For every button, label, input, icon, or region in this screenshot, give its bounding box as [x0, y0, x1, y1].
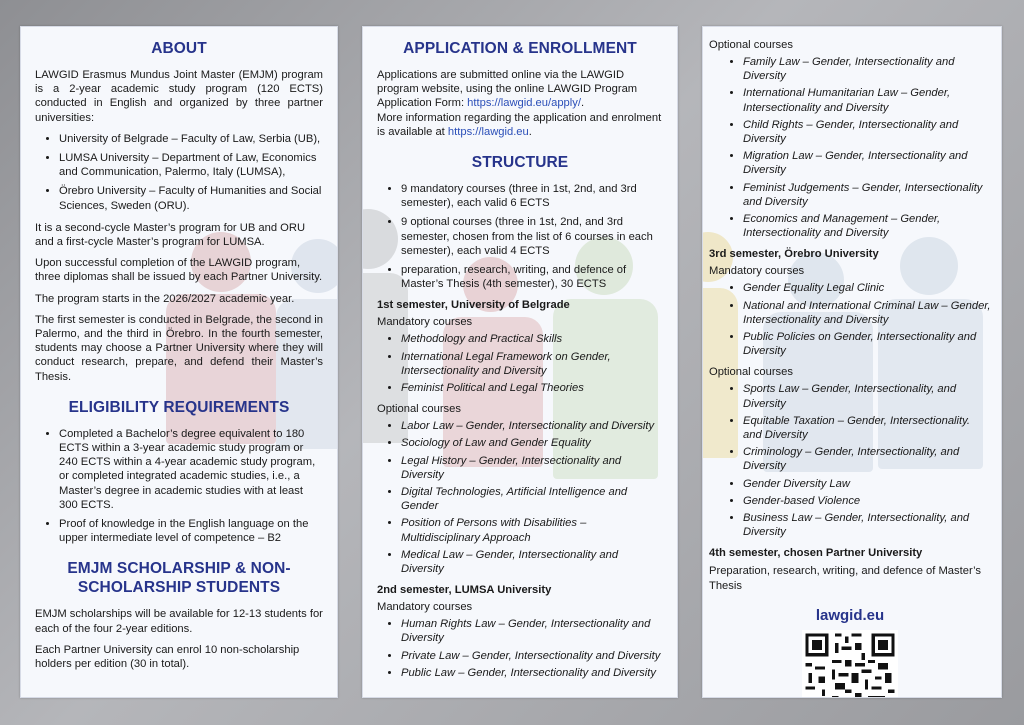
application-paragraph [377, 111, 663, 139]
course-item: • Migration Law – Gender, Intersectionality and Diversity [743, 149, 991, 177]
panel-application-structure [362, 26, 678, 698]
about-intro: LAWGID Erasmus Mundus Joint Master (EMJM) program is a 2-year academic study program (120 ECTS) conducted in English and organized by three partner universities: [35, 69, 323, 124]
mandatory-label: Mandatory courses [377, 601, 473, 614]
eligibility-list [35, 427, 323, 546]
course-item: • National and International Criminal Law – Gender, Intersectionality and Diversity [743, 299, 991, 327]
partner-list [35, 132, 323, 213]
eligibility-title: ELIGIBILITY REQUIREMENTS [68, 398, 290, 416]
panel-about [20, 26, 338, 698]
about-title: ABOUT [151, 40, 207, 57]
course-list [377, 617, 663, 680]
course-item: • Family Law – Gender, Intersectionality and Diversity [743, 55, 991, 83]
about-paragraph: It is a second-cycle Master’s program for UB and ORU and a first-cycle Master’s program for LUMSA. [35, 221, 306, 249]
course-item: • Methodology and Practical Skills [401, 332, 663, 346]
partner-item: • LUMSA University – Department of Law, Economics and Communication, Palermo, Italy (LUMSA), [59, 151, 323, 179]
structure-list [377, 182, 663, 291]
application-text: More information regarding the application and enrolment is available at [377, 111, 662, 138]
semester-heading: 4th semester, chosen Partner University [709, 547, 923, 560]
course-item: • Position of Persons with Disabilities – Multidisciplinary Approach [401, 516, 663, 544]
course-list [709, 55, 991, 240]
course-item: • Labor Law – Gender, Intersectionality and Diversity [401, 419, 663, 433]
about-paragraph: Upon successful completion of the LAWGID program, three diplomas shall be issued by each Partner University. [35, 257, 323, 284]
structure-item: • 9 mandatory courses (three in 1st, 2nd, and 3rd semester), each valid 6 ECTS [401, 182, 663, 210]
optional-label: Optional courses [709, 39, 793, 51]
partner-item: • Örebro University – Faculty of Humanities and Social Sciences, Sweden (ORU). [59, 184, 323, 212]
course-item: • Economics and Management – Gender, Intersectionality and Diversity [743, 212, 991, 240]
optional-label: Optional courses [709, 366, 793, 379]
course-item: • Human Rights Law – Gender, Intersectionality and Diversity [401, 617, 663, 645]
structure-item: • 9 optional courses (three in 1st, 2nd, and 3rd semester, chosen from the list of 6 courses in each semester), each valid 4 ECTS [401, 215, 663, 258]
course-item: • Equitable Taxation – Gender, Intersectionality. and Diversity [743, 414, 991, 442]
qr-code[interactable] [802, 630, 898, 698]
course-item: • Public Law – Gender, Intersectionality and Diversity [401, 666, 663, 680]
panel-courses-contact [702, 26, 1002, 698]
course-item: • Gender Diversity Law [743, 477, 991, 491]
application-paragraph [377, 68, 663, 111]
course-list [709, 281, 991, 358]
application-text: . [528, 125, 532, 138]
semester4-description: Preparation, research, writing, and defence of Master’s Thesis [709, 565, 981, 592]
course-item: • Feminist Political and Legal Theories [401, 381, 663, 395]
semester-heading: 1st semester, University of Belgrade [377, 299, 570, 312]
mandatory-label: Mandatory courses [377, 316, 473, 329]
structure-title: STRUCTURE [471, 154, 569, 172]
course-item: • Medical Law – Gender, Intersectionality and Diversity [401, 548, 663, 576]
course-list [709, 382, 991, 539]
eligibility-item: • Proof of knowledge in the English language on the upper intermediate level of competence – B2 [59, 517, 323, 545]
application-text: Applications are submitted online via the LAWGID program website, using the online LAWGID Program Application Form: [377, 69, 638, 110]
course-item: • Business Law – Gender, Intersectionality, and Diversity [743, 511, 991, 539]
course-item: • International Humanitarian Law – Gender, Intersectionality and Diversity [743, 86, 991, 114]
course-item: • Gender Equality Legal Clinic [743, 281, 991, 295]
scholarship-paragraph: EMJM scholarships will be available for 12-13 students for each of the four 2-year editions. [35, 608, 323, 635]
course-list [377, 332, 663, 395]
course-item: • Legal History – Gender, Intersectionality and Diversity [401, 454, 663, 482]
scholarship-paragraph: Each Partner University can enrol 10 non-scholarship holders per edition (30 in total). [35, 643, 300, 671]
partner-item: • University of Belgrade – Faculty of Law, Serbia (UB), [59, 132, 323, 146]
course-item: • Public Policies on Gender, Intersectionality and Diversity [743, 330, 991, 358]
about-paragraph: The first semester is conducted in Belgrade, the second in Palermo, and the third in Örebro. In the fourth semester, students may choose a Partner University where they will conduct research, prepare, and defend their Master’s Thesis. [35, 313, 323, 383]
application-title: APPLICATION & ENROLLMENT [403, 40, 637, 57]
website-link[interactable]: https://lawgid.eu [447, 125, 529, 138]
website-label[interactable]: lawgid.eu [815, 606, 885, 624]
course-item: • Sports Law – Gender, Intersectionality, and Diversity [743, 382, 991, 410]
course-list [377, 419, 663, 576]
course-item: • Digital Technologies, Artificial Intelligence and Gender [401, 485, 663, 513]
structure-item: • preparation, research, writing, and defence of Master’s Thesis (4th semester), 30 ECTS [401, 263, 663, 291]
course-item: • Child Rights – Gender, Intersectionality and Diversity [743, 118, 991, 146]
optional-label: Optional courses [377, 403, 461, 416]
mandatory-label: Mandatory courses [709, 265, 805, 278]
course-item: • Private Law – Gender, Intersectionality and Diversity [401, 649, 663, 663]
eligibility-item: • Completed a Bachelor’s degree equivalent to 180 ECTS within a 3-year academic study program or 240 ECTS within a 4-year academic study program, or completed integrated academic studies, i.e., a Master’s degree in academic studies with at least 300 ECTS. [59, 427, 323, 512]
about-paragraph: The program starts in the 2026/2027 academic year. [35, 292, 295, 305]
course-item: • Gender-based Violence [743, 494, 991, 508]
semester-heading: 2nd semester, LUMSA University [377, 584, 552, 597]
apply-link[interactable]: https://lawgid.eu/apply/ [467, 97, 581, 110]
course-item: • International Legal Framework on Gender, Intersectionality and Diversity [401, 350, 663, 378]
application-text: . [580, 97, 585, 110]
course-item: • Feminist Judgements – Gender, Intersectionality and Diversity [743, 181, 991, 209]
semester-heading: 3rd semester, Örebro University [709, 248, 879, 261]
course-item: • Criminology – Gender, Intersectionality, and Diversity [743, 445, 991, 473]
course-item: • Sociology of Law and Gender Equality [401, 436, 663, 450]
scholarship-title: EMJM SCHOLARSHIP & NON-SCHOLARSHIP STUDENTS [67, 560, 291, 597]
